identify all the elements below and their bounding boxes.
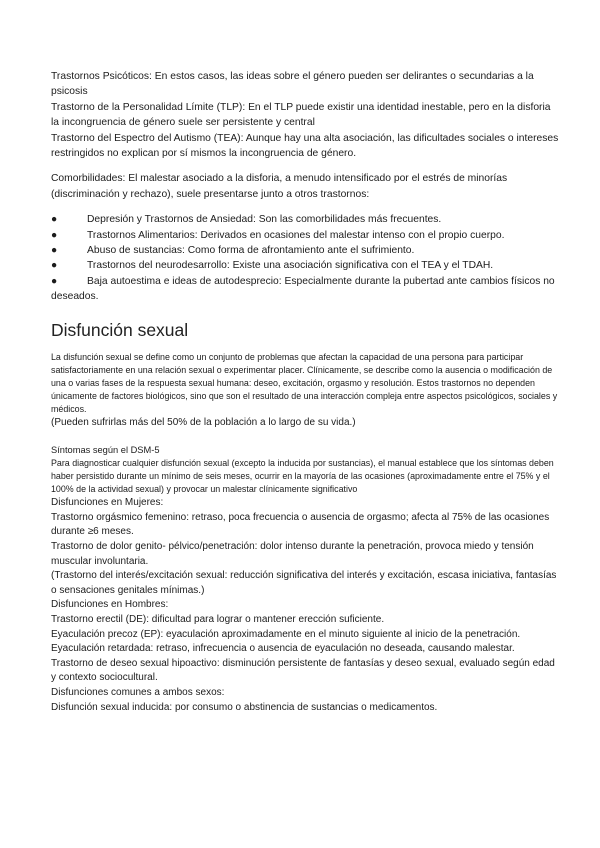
women-title: Disfunciones en Mujeres:	[51, 497, 164, 509]
bullet-icon: ●	[51, 214, 58, 226]
intro-tlp: Trastorno de la Personalidad Límite (TLP): En el TLP puede existir una identidad inestable, pero en la disforia la incongruencia de género suele ser persistente y central	[51, 101, 551, 129]
common-item-inducida: Disfunción sexual inducida: por consumo o abstinencia de sustancias o medicamentos.	[51, 701, 438, 713]
intro-tea: Trastorno del Espectro del Autismo (TEA): Aunque hay una alta asociación, las dificultades sociales o intereses restringidos no explican por sí mismos la incongruencia de género.	[51, 132, 559, 160]
comorbidities-intro: Comorbilidades: El malestar asociado a la disforia, a menudo intensificado por el estrés de minorías (discriminación y rechazo), suele presentarse junto a otros trastornos:	[51, 173, 508, 200]
list-item: ● Baja autoestima e ideas de autodesprecio: Especialmente durante la pubertad ante cambios físicos no deseados.	[51, 275, 555, 303]
list-item: ● Trastornos del neurodesarrollo: Existe una asociación significativa con el TEA y el TDAH.	[51, 258, 561, 273]
document-page	[51, 69, 561, 715]
definition-paragraph: La disfunción sexual se define como un conjunto de problemas que afectan la capacidad de una persona para participar satisfactoriamente en una relación sexual o experimentar placer. Clínicamente, se describe como la ausencia o modificación de una o varias fases de la respuesta sexual humana: deseo, excitación, orgasmo y resolución. Estos trastornos no dependen únicamente de factores biológicos, sino que son el resultado de una interacción compleja entre aspectos psicológicos, sociales y médicos.	[51, 351, 558, 414]
bullet-icon: ●	[51, 229, 58, 241]
dsm-title: Síntomas según el DSM-5	[51, 445, 160, 456]
list-item: ● Trastornos Alimentarios: Derivados en ocasiones del malestar intenso con el propio cuerpo.	[51, 228, 561, 243]
men-title: Disfunciones en Hombres:	[51, 599, 169, 611]
comorbidities-list	[51, 212, 561, 304]
bullet-icon: ●	[51, 260, 58, 272]
list-item: ● Abuso de sustancias: Como forma de afrontamiento ante el sufrimiento.	[51, 243, 561, 258]
women-item-interes: (Trastorno del interés/excitación sexual: reducción significativa del interés y excitación, escasa iniciativa, fantasías o sensaciones genitales mínimas.)	[51, 570, 557, 596]
bullet-icon: ●	[51, 245, 58, 257]
common-title: Disfunciones comunes a ambos sexos:	[51, 687, 225, 698]
women-item-orgasmico: Trastorno orgásmico femenino: retraso, poca frecuencia o ausencia de orgasmo; afecta al 75% de las ocasiones durante ≥6 meses.	[51, 511, 550, 538]
men-item-erectil: Trastorno erectil (DE): dificultad para lograr o mantener erección suficiente.	[51, 614, 385, 626]
prevalence-note: (Pueden sufrirlas más del 50% de la población a lo largo de su vida.)	[51, 416, 356, 428]
men-item-retardada: Eyaculación retardada: retraso, infrecuencia o ausencia de eyaculación no deseada, causando malestar.	[51, 643, 515, 655]
men-item-precoz: Eyaculación precoz (EP): eyaculación aproximadamente en el minuto siguiente al inicio de la penetración.	[51, 628, 521, 640]
intro-psicoticos: Trastornos Psicóticos: En estos casos, las ideas sobre el género pueden ser delirantes o secundarias a la psicosis	[51, 71, 534, 98]
list-item: ● Depresión y Trastornos de Ansiedad: Son las comorbilidades más frecuentes.	[51, 212, 561, 227]
men-item-hipoactivo: Trastorno de deseo sexual hipoactivo: disminución persistente de fantasías y deseo sexual, evaluado según edad y contexto sociocultural.	[51, 657, 555, 684]
women-item-dolor: Trastorno de dolor genito- pélvico/penetración: dolor intenso durante la penetración, provoca miedo y tensión muscular involuntaria.	[51, 541, 534, 567]
bullet-icon: ●	[51, 275, 58, 287]
section-heading: Disfunción sexual	[51, 319, 189, 340]
dsm-paragraph: Para diagnosticar cualquier disfunción sexual (excepto la inducida por sustancias), el manual establece que los síntomas deben haber persistido durante un mínimo de seis meses, ocurrir en la mayoría de las ocasiones (aproximadamente entre el 75% y el 100% de la actividad sexual) y provocar un malestar clínicamente significativo	[51, 458, 554, 495]
